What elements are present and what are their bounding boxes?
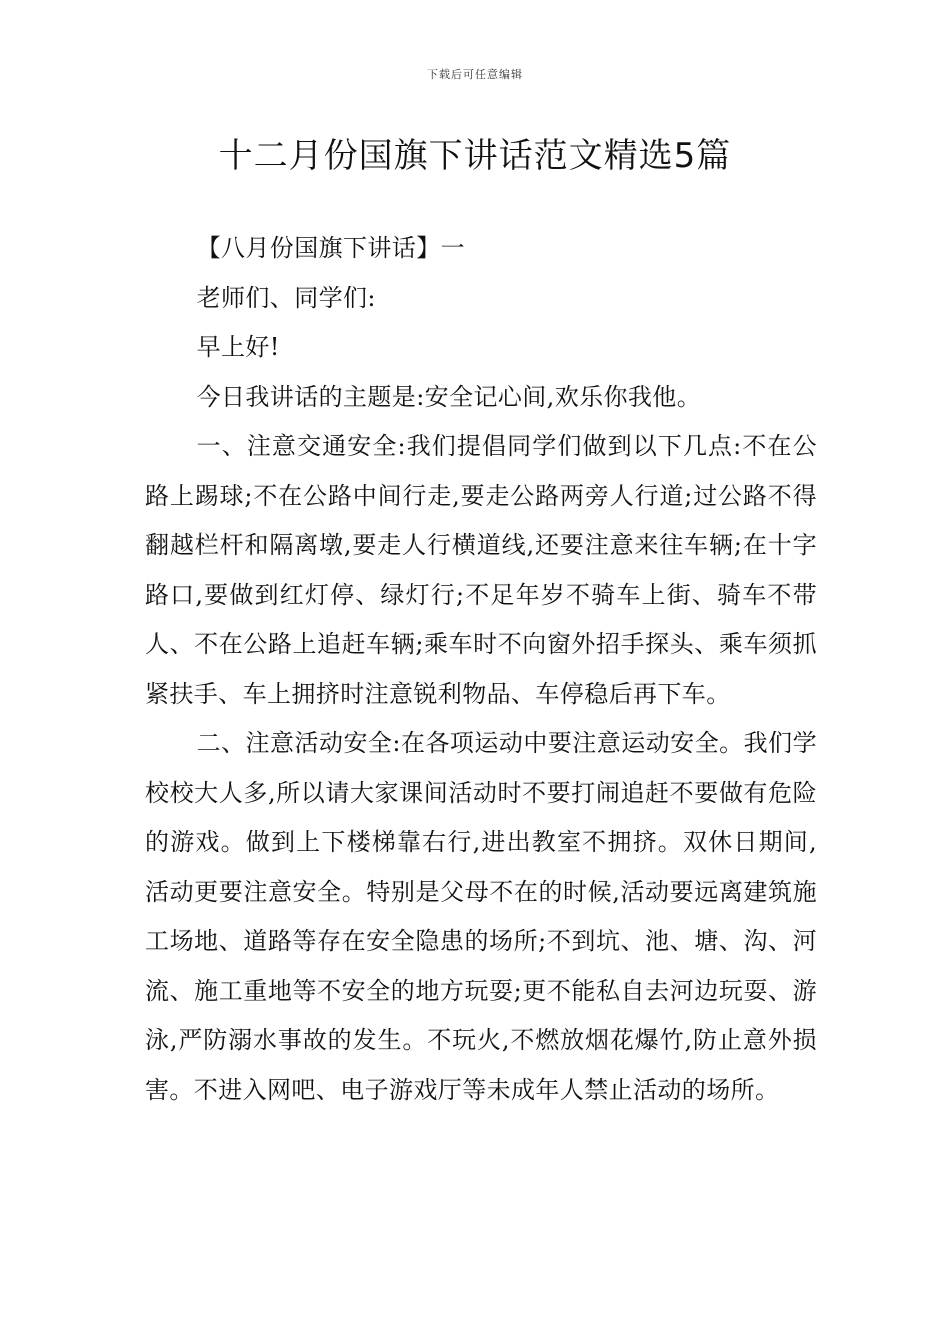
paragraph-theme: 今日我讲话的主题是:安全记心间,欢乐你我他。 (196, 382, 702, 411)
paragraph-traffic-safety: 一、注意交通安全:我们提倡同学们做到以下几点:不在公路上踢球;不在公路中间行走,要走公路两旁人行道;过公路不得翻越栏杆和隔离墩,要走人行横道线,还要注意来往车辆;在十字路口,要做到红灯停、绿灯行;不足年岁不骑车上街、骑车不带人、不在公路上追赶车辆;乘车时不向窗外招手探头、乘车须抓紧扶手、车上拥挤时注意锐利物品、车停稳后再下车。 (145, 432, 817, 708)
section-heading: 【八月份国旗下讲话】一 (196, 234, 465, 262)
salutation: 老师们、同学们: (196, 283, 376, 312)
page-title: 十二月份国旗下讲话范文精选5篇 (218, 136, 732, 176)
greeting: 早上好! (196, 333, 280, 361)
paragraph-activity-safety: 二、注意活动安全:在各项运动中要注意运动安全。我们学校校大人多,所以请大家课间活动时不要打闹追赶不要做有危险的游戏。做到上下楼梯靠右行,进出教室不拥挤。双休日期间,活动更要注意安全。特别是父母不在的时候,活动要远离建筑施工场地、道路等存在安全隐患的场所;不到坑、池、塘、沟、河流、施工重地等不安全的地方玩耍;更不能私自去河边玩耍、游泳,严防溺水事故的发生。不玩火,不燃放烟花爆竹,防止意外损害。不进入网吧、电子游戏厅等未成年人禁止活动的场所。 (145, 729, 817, 1104)
header-note: 下载后可任意编辑 (427, 68, 523, 81)
document-body (145, 224, 817, 1115)
